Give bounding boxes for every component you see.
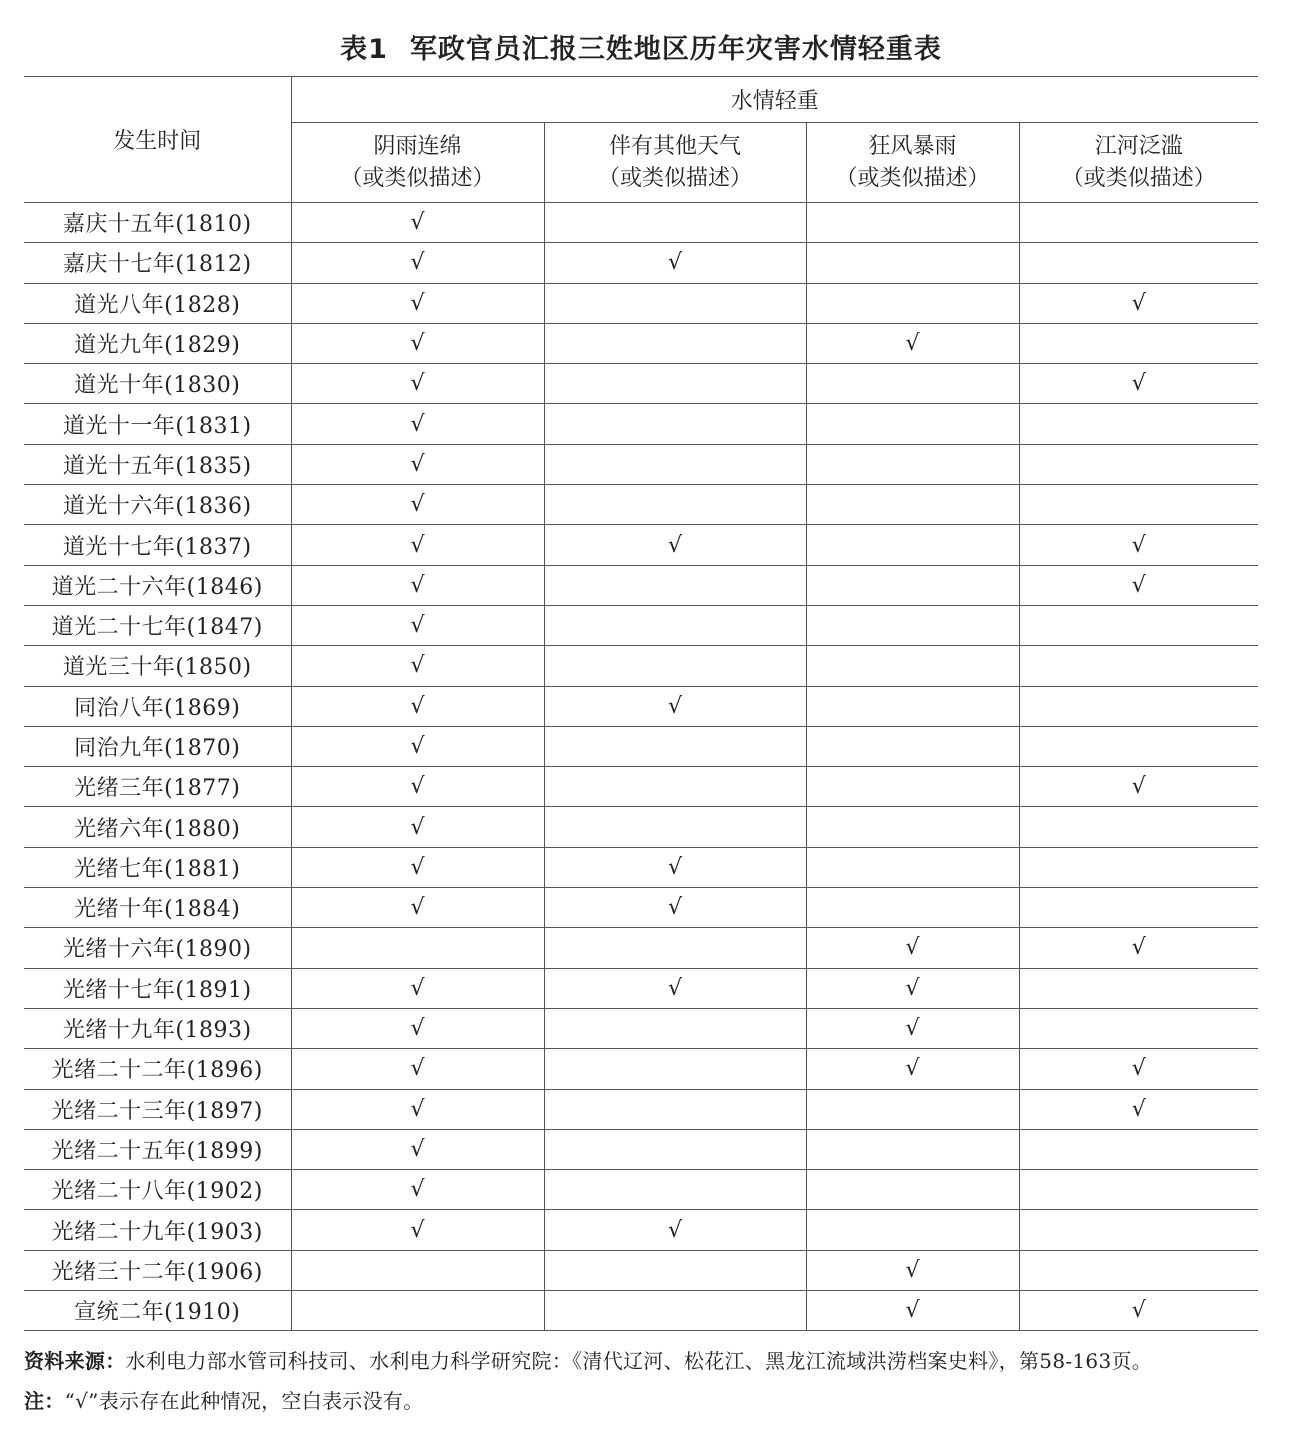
check-mark-cell: √ xyxy=(806,968,1019,1008)
table-row xyxy=(24,686,1258,726)
table-row xyxy=(24,888,1258,928)
mark-cell xyxy=(544,444,806,484)
check-mark-cell: √ xyxy=(291,726,544,766)
mark-cell xyxy=(544,1170,806,1210)
column-header-river-flood: 江河泛滥 （或类似描述） xyxy=(1019,123,1258,203)
mark-cell xyxy=(1019,243,1258,283)
table-body xyxy=(24,203,1258,1331)
check-mark-cell: √ xyxy=(291,1008,544,1048)
check-mark-cell: √ xyxy=(291,1129,544,1169)
mark-cell xyxy=(1019,444,1258,484)
table-row xyxy=(24,1291,1258,1331)
check-mark-cell: √ xyxy=(544,525,806,565)
mark-cell xyxy=(806,364,1019,404)
table-row xyxy=(24,1210,1258,1250)
mark-cell xyxy=(544,1008,806,1048)
mark-cell xyxy=(1019,203,1258,243)
table-row xyxy=(24,364,1258,404)
table-row xyxy=(24,646,1258,686)
table-row xyxy=(24,1049,1258,1089)
note-label: 注： xyxy=(24,1389,65,1414)
source-text: 水利电力部水管司科技司、水利电力科学研究院：《清代辽河、松花江、黑龙江流域洪涝档案史料》，第58-163页。 xyxy=(125,1349,1153,1374)
check-mark-cell: √ xyxy=(544,686,806,726)
mark-cell xyxy=(806,726,1019,766)
mark-cell xyxy=(544,1129,806,1169)
note-text: “√”表示存在此种情况，空白表示没有。 xyxy=(64,1389,424,1414)
mark-cell xyxy=(544,1250,806,1290)
mark-cell xyxy=(806,1170,1019,1210)
mark-cell xyxy=(806,404,1019,444)
mark-cell xyxy=(806,1089,1019,1129)
check-mark-cell: √ xyxy=(1019,1089,1258,1129)
document-page xyxy=(24,0,1258,1421)
table-row xyxy=(24,444,1258,484)
table-row xyxy=(24,565,1258,605)
check-mark-cell: √ xyxy=(1019,565,1258,605)
table-row xyxy=(24,485,1258,525)
mark-cell xyxy=(1019,1129,1258,1169)
time-cell: 光绪二十三年(1897) xyxy=(24,1089,291,1129)
time-cell: 道光十七年(1837) xyxy=(24,525,291,565)
time-cell: 光绪二十九年(1903) xyxy=(24,1210,291,1250)
time-cell: 道光二十七年(1847) xyxy=(24,605,291,645)
table-row xyxy=(24,404,1258,444)
check-mark-cell: √ xyxy=(806,1008,1019,1048)
mark-cell xyxy=(806,888,1019,928)
mark-cell xyxy=(544,928,806,968)
table-row xyxy=(24,767,1258,807)
time-cell: 光绪二十五年(1899) xyxy=(24,1129,291,1169)
column-header-other-weather: 伴有其他天气 （或类似描述） xyxy=(544,123,806,203)
check-mark-cell: √ xyxy=(291,767,544,807)
mark-cell xyxy=(1019,646,1258,686)
mark-cell xyxy=(1019,404,1258,444)
check-mark-cell: √ xyxy=(291,1049,544,1089)
table-title xyxy=(24,30,1258,72)
flood-table xyxy=(24,76,1258,1331)
check-mark-cell: √ xyxy=(291,1089,544,1129)
time-cell: 光绪三十二年(1906) xyxy=(24,1250,291,1290)
check-mark-cell: √ xyxy=(1019,1291,1258,1331)
check-mark-cell: √ xyxy=(291,968,544,1008)
mark-cell xyxy=(806,485,1019,525)
check-mark-cell: √ xyxy=(291,203,544,243)
table-row xyxy=(24,968,1258,1008)
time-cell: 道光三十年(1850) xyxy=(24,646,291,686)
mark-cell xyxy=(544,364,806,404)
table-header xyxy=(24,77,1258,203)
check-mark-cell: √ xyxy=(291,1210,544,1250)
time-cell: 光绪十九年(1893) xyxy=(24,1008,291,1048)
mark-cell xyxy=(1019,1008,1258,1048)
table-row xyxy=(24,928,1258,968)
mark-cell xyxy=(806,605,1019,645)
mark-cell xyxy=(544,767,806,807)
mark-cell xyxy=(544,404,806,444)
mark-cell xyxy=(544,283,806,323)
mark-cell xyxy=(1019,605,1258,645)
time-cell: 光绪十年(1884) xyxy=(24,888,291,928)
check-mark-cell: √ xyxy=(1019,1049,1258,1089)
table-number: 表1 xyxy=(340,34,388,65)
symbol-note xyxy=(24,1381,1258,1421)
time-cell: 道光二十六年(1846) xyxy=(24,565,291,605)
check-mark-cell: √ xyxy=(544,888,806,928)
mark-cell xyxy=(1019,807,1258,847)
check-mark-cell: √ xyxy=(1019,364,1258,404)
mark-cell xyxy=(544,807,806,847)
time-cell: 同治九年(1870) xyxy=(24,726,291,766)
table-row xyxy=(24,847,1258,887)
check-mark-cell: √ xyxy=(291,323,544,363)
check-mark-cell: √ xyxy=(291,1170,544,1210)
time-cell: 道光十五年(1835) xyxy=(24,444,291,484)
table-row xyxy=(24,283,1258,323)
mark-cell xyxy=(1019,847,1258,887)
table-title-text: 军政官员汇报三姓地区历年灾害水情轻重表 xyxy=(409,34,942,65)
time-cell: 宣统二年(1910) xyxy=(24,1291,291,1331)
check-mark-cell: √ xyxy=(291,243,544,283)
table-row xyxy=(24,525,1258,565)
mark-cell xyxy=(544,605,806,645)
column-header-continuous-rain: 阴雨连绵 （或类似描述） xyxy=(291,123,544,203)
water-severity-group-header: 水情轻重 xyxy=(291,77,1258,123)
table-row xyxy=(24,1008,1258,1048)
check-mark-cell: √ xyxy=(291,404,544,444)
mark-cell xyxy=(1019,485,1258,525)
column-header-storm: 狂风暴雨 （或类似描述） xyxy=(806,123,1019,203)
check-mark-cell: √ xyxy=(806,323,1019,363)
check-mark-cell: √ xyxy=(291,444,544,484)
time-cell: 光绪三年(1877) xyxy=(24,767,291,807)
time-cell: 道光十六年(1836) xyxy=(24,485,291,525)
table-row xyxy=(24,726,1258,766)
check-mark-cell: √ xyxy=(806,1250,1019,1290)
time-cell: 光绪七年(1881) xyxy=(24,847,291,887)
mark-cell xyxy=(806,686,1019,726)
check-mark-cell: √ xyxy=(291,686,544,726)
mark-cell xyxy=(544,1049,806,1089)
check-mark-cell: √ xyxy=(291,283,544,323)
mark-cell xyxy=(1019,1210,1258,1250)
check-mark-cell: √ xyxy=(806,928,1019,968)
mark-cell xyxy=(806,243,1019,283)
table-row xyxy=(24,1250,1258,1290)
mark-cell xyxy=(1019,686,1258,726)
source-label: 资料来源： xyxy=(24,1349,126,1374)
mark-cell xyxy=(806,525,1019,565)
mark-cell xyxy=(291,1250,544,1290)
mark-cell xyxy=(806,444,1019,484)
mark-cell xyxy=(291,1291,544,1331)
check-mark-cell: √ xyxy=(291,807,544,847)
time-cell: 道光八年(1828) xyxy=(24,283,291,323)
check-mark-cell: √ xyxy=(1019,767,1258,807)
table-row xyxy=(24,1170,1258,1210)
check-mark-cell: √ xyxy=(806,1049,1019,1089)
mark-cell xyxy=(544,203,806,243)
time-column-header: 发生时间 xyxy=(24,77,291,203)
check-mark-cell: √ xyxy=(291,525,544,565)
time-cell: 道光九年(1829) xyxy=(24,323,291,363)
mark-cell xyxy=(806,1129,1019,1169)
time-cell: 道光十一年(1831) xyxy=(24,404,291,444)
time-cell: 光绪六年(1880) xyxy=(24,807,291,847)
mark-cell xyxy=(1019,968,1258,1008)
mark-cell xyxy=(544,323,806,363)
check-mark-cell: √ xyxy=(291,888,544,928)
mark-cell xyxy=(544,1089,806,1129)
mark-cell xyxy=(1019,323,1258,363)
time-cell: 光绪二十二年(1896) xyxy=(24,1049,291,1089)
check-mark-cell: √ xyxy=(544,243,806,283)
check-mark-cell: √ xyxy=(544,1210,806,1250)
check-mark-cell: √ xyxy=(291,847,544,887)
time-cell: 光绪二十八年(1902) xyxy=(24,1170,291,1210)
check-mark-cell: √ xyxy=(291,485,544,525)
time-cell: 同治八年(1869) xyxy=(24,686,291,726)
time-cell: 嘉庆十五年(1810) xyxy=(24,203,291,243)
mark-cell xyxy=(544,646,806,686)
check-mark-cell: √ xyxy=(544,968,806,1008)
check-mark-cell: √ xyxy=(1019,283,1258,323)
check-mark-cell: √ xyxy=(291,605,544,645)
mark-cell xyxy=(806,646,1019,686)
table-row xyxy=(24,1089,1258,1129)
check-mark-cell: √ xyxy=(291,646,544,686)
mark-cell xyxy=(806,807,1019,847)
mark-cell xyxy=(544,1291,806,1331)
time-cell: 光绪十七年(1891) xyxy=(24,968,291,1008)
table-notes xyxy=(24,1341,1258,1421)
mark-cell xyxy=(1019,726,1258,766)
mark-cell xyxy=(806,767,1019,807)
table-row xyxy=(24,323,1258,363)
mark-cell xyxy=(806,203,1019,243)
check-mark-cell: √ xyxy=(544,847,806,887)
time-cell: 光绪十六年(1890) xyxy=(24,928,291,968)
check-mark-cell: √ xyxy=(291,364,544,404)
table-row xyxy=(24,1129,1258,1169)
check-mark-cell: √ xyxy=(1019,525,1258,565)
time-cell: 嘉庆十七年(1812) xyxy=(24,243,291,283)
table-row xyxy=(24,807,1258,847)
mark-cell xyxy=(1019,1170,1258,1210)
mark-cell xyxy=(544,485,806,525)
mark-cell xyxy=(806,847,1019,887)
mark-cell xyxy=(544,565,806,605)
check-mark-cell: √ xyxy=(1019,928,1258,968)
mark-cell xyxy=(291,928,544,968)
mark-cell xyxy=(1019,888,1258,928)
mark-cell xyxy=(806,565,1019,605)
mark-cell xyxy=(806,283,1019,323)
mark-cell xyxy=(806,1210,1019,1250)
table-row xyxy=(24,605,1258,645)
time-cell: 道光十年(1830) xyxy=(24,364,291,404)
check-mark-cell: √ xyxy=(291,565,544,605)
table-row xyxy=(24,243,1258,283)
check-mark-cell: √ xyxy=(806,1291,1019,1331)
source-note xyxy=(24,1341,1258,1381)
mark-cell xyxy=(1019,1250,1258,1290)
mark-cell xyxy=(544,726,806,766)
table-row xyxy=(24,203,1258,243)
